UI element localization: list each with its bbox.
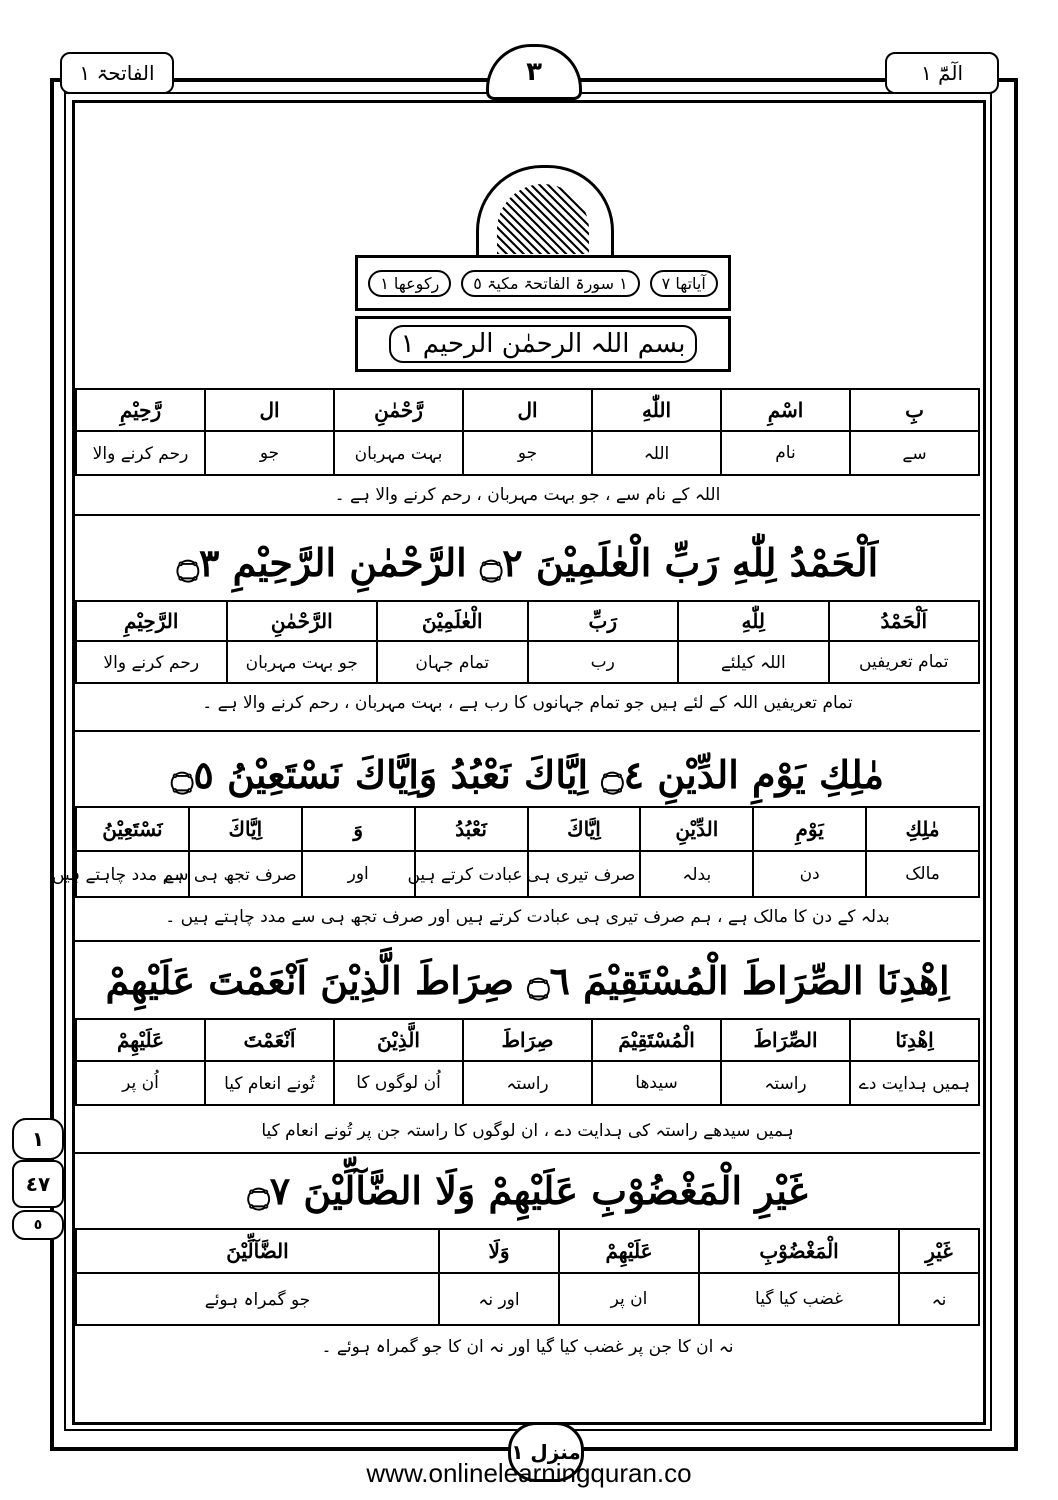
word-cell: الرَّحِيْمِ [76,601,227,641]
word-cell: يَوْمِ [753,807,866,851]
meaning-cell: نام [721,431,850,475]
word-table-3 [52,806,980,898]
meaning-cell: جو [463,431,592,475]
translation-line: ہمیں سیدھے راستہ کی ہدایت دے ، ان لوگوں کا راستہ جن پر تُونے انعام کیا [261,1121,794,1141]
meaning-cell: رحم کرنے والا [76,431,205,475]
juz-label: الٓمّٓ ١ [885,52,999,94]
translation-line: تمام تعریفیں اللہ کے لئے ہیں جو تمام جہانوں کا رب ہے ، بہت مہربان ، رحم کرنے والا ہے ۔ [202,693,853,713]
meaning-cell: اللہ [592,431,721,475]
word-cell: الْمَغْضُوْبِ [699,1229,899,1273]
ayat-count: آیاتھا ٧ [650,270,718,297]
word-cell: اَنْعَمْتَ [205,1019,334,1061]
meaning-cell: سے [850,431,979,475]
meaning-cell: جو [205,431,334,475]
word-cell: رَّحِيْمِ [76,389,205,431]
ornament-pattern [497,184,589,254]
para-marker: ٤٧ [12,1160,64,1208]
meaning-cell: رحم کرنے والا [76,641,227,683]
meaning-cell: راستہ [721,1061,850,1105]
verse-line: اِهْدِنَا الصِّرَاطَ الْمُسْتَقِيْمَ ۝٦ صِرَاطَ الَّذِيْنَ اَنْعَمْتَ عَلَيْهِمْ [105,958,950,1003]
meaning-cell: اللہ کیلئے [678,641,829,683]
word-cell: الدِّيْنِ [640,807,753,851]
word-cell: غَيْرِ [899,1229,979,1273]
surah-header-band [355,255,731,311]
word-cell: عَلَيْهِمْ [559,1229,699,1273]
meaning-cell: تمام تعریفیں [829,641,980,683]
word-cell: الضَّآلِّيْنَ [76,1229,439,1273]
page-number: ٣ [486,44,582,100]
translation-line: اللہ کے نام سے ، جو بہت مہربان ، رحم کرنے والا ہے ۔ [334,485,721,505]
ruku-marker: ١ [12,1118,64,1160]
divider [75,1152,980,1154]
word-cell: عَلَيْهِمْ [76,1019,205,1061]
meaning-cell: غضب کیا گیا [699,1273,899,1325]
translation-line: نہ ان کا جن پر غضب کیا گیا اور نہ ان کا جو گمراہ ہوئے ۔ [321,1337,734,1357]
meaning-cell: ان پر [559,1273,699,1325]
meaning-cell: تُونے انعام کیا [205,1061,334,1105]
word-cell: ال [205,389,334,431]
surah-label: الفاتحۃ ١ [60,52,174,94]
meaning-cell: بدلہ [640,851,753,897]
word-cell: الرَّحْمٰنِ [227,601,378,641]
word-table-4 [75,1018,980,1106]
meaning-cell: نہ [899,1273,979,1325]
word-cell: مٰلِكِ [866,807,979,851]
meaning-cell: عبادت کرتے ہیں [415,851,528,897]
word-table-2 [75,600,980,684]
word-cell: اللّٰهِ [592,389,721,431]
meaning-cell: ہمیں ہدایت دے [850,1061,979,1105]
word-cell: الَّذِيْنَ [334,1019,463,1061]
word-cell: وَلَا [439,1229,559,1273]
word-cell: اَلْحَمْدُ [829,601,980,641]
word-cell: نَعْبُدُ [415,807,528,851]
bismillah-band [355,316,731,372]
divider [75,940,980,942]
divider [75,514,980,516]
word-cell: صِرَاطَ [463,1019,592,1061]
meaning-cell: رب [528,641,679,683]
word-cell: اِيَّاكَ [189,807,302,851]
meaning-cell: بہت مہربان [334,431,463,475]
meaning-cell: سیدھا [592,1061,721,1105]
word-cell: الصِّرَاطَ [721,1019,850,1061]
word-cell: اِهْدِنَا [850,1019,979,1061]
surah-name: ١ سورۃ الفاتحۃ مکیۃ ٥ [461,270,639,297]
verse-line: غَيْرِ الْمَغْضُوْبِ عَلَيْهِمْ وَلَا الضَّآلِّيْنَ ۝٧ [247,1168,808,1213]
meaning-cell: دن [753,851,866,897]
meaning-cell: جو بہت مہربان [227,641,378,683]
word-cell: اسْمِ [721,389,850,431]
word-table-1 [75,388,980,476]
word-cell: وَ [302,807,415,851]
verse-line: مٰلِكِ يَوْمِ الدِّيْنِ ۝٤ اِيَّاكَ نَعْبُدُ وَاِيَّاكَ نَسْتَعِيْنُ ۝٥ [171,752,884,797]
word-cell: الْعٰلَمِيْنَ [377,601,528,641]
word-cell: اِيَّاكَ [528,807,641,851]
word-cell: رَبِّ [528,601,679,641]
word-table-5 [75,1228,980,1326]
meaning-cell: راستہ [463,1061,592,1105]
word-cell: نَسْتَعِيْنُ [76,807,189,851]
ruku-count: رکوعھا ١ [368,270,451,297]
meaning-cell: تمام جہان [377,641,528,683]
verse-line: اَلْحَمْدُ لِلّٰهِ رَبِّ الْعٰلَمِيْنَ ۝٢ الرَّحْمٰنِ الرَّحِيْمِ ۝٣ [176,540,879,585]
manzil-badge: منزل ١ [508,1422,584,1482]
meaning-cell: اُن لوگوں کا [334,1061,463,1105]
word-cell: الْمُسْتَقِيْمَ [592,1019,721,1061]
meaning-cell: صرف تجھ ہی سے [189,851,302,897]
meaning-cell: مالک [866,851,979,897]
bismillah: بسم اللہ الرحمٰن الرحیم ١ [389,325,698,363]
meaning-cell: صرف تیری ہی [528,851,641,897]
translation-line: بدلہ کے دن کا مالک ہے ، ہم صرف تیری ہی عبادت کرتے ہیں اور صرف تجھ ہی سے مدد چاہتے ہیں ۔ [165,907,890,927]
meaning-cell: اُن پر [76,1061,205,1105]
website-url: www.onlinelearningquran.co [366,1458,692,1488]
meaning-cell: جو گمراہ ہوئے [76,1273,439,1325]
word-cell: رَّحْمٰنِ [334,389,463,431]
divider [75,730,980,732]
meaning-cell: اور نہ [439,1273,559,1325]
word-cell: ال [463,389,592,431]
word-cell: بِ [850,389,979,431]
ayah-marker: ٥ [12,1210,64,1240]
meaning-cell: ہم مدد چاہتے ہیں [76,851,189,897]
word-cell: لِلّٰهِ [678,601,829,641]
meaning-cell: اور [302,851,415,897]
